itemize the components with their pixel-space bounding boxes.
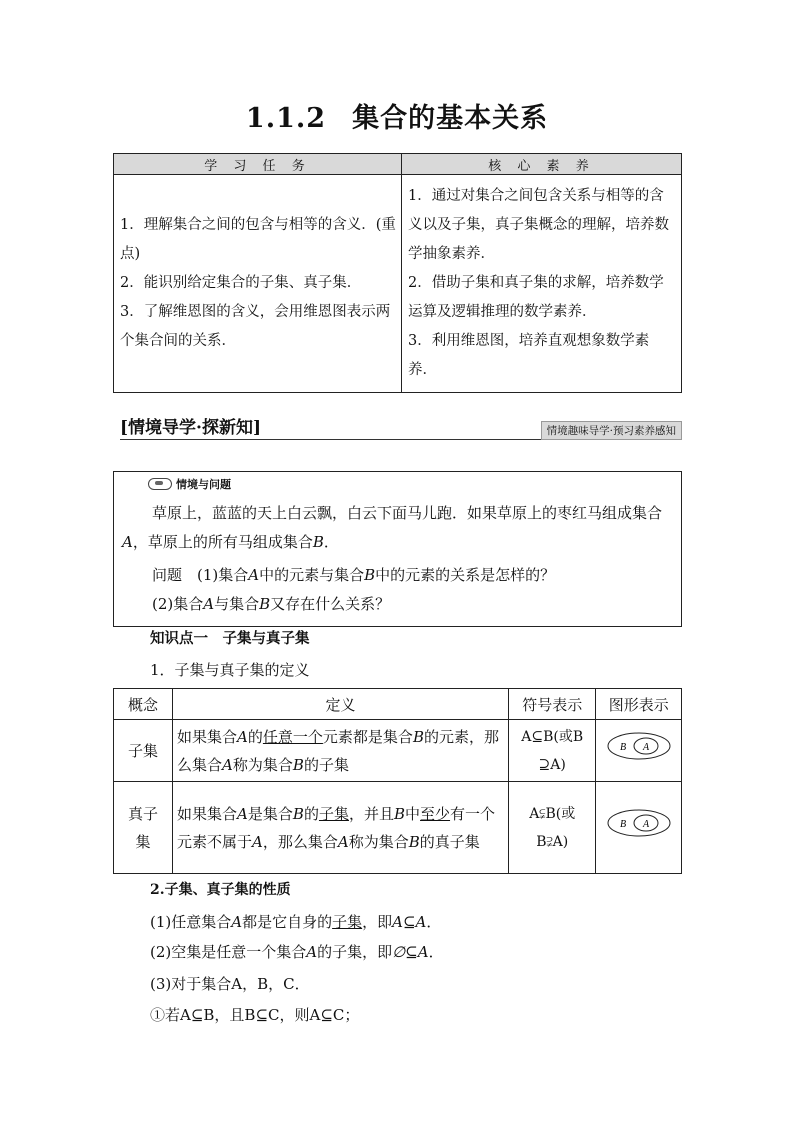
subset-definition: 如果集合A的任意一个元素都是集合B的元素，那么集合A称为集合B的子集	[173, 720, 509, 782]
proper-subset-symbol: A⫋B(或 B⫌A)	[508, 782, 596, 874]
knowledge-point-title: 知识点一 子集与真子集	[150, 630, 310, 647]
literacy-item: 1．通过对集合之间包含关系与相等的含义以及子集，真子集概念的理解，培养数学抽象素养．	[408, 188, 669, 262]
proper-subset-venn-diagram	[596, 782, 682, 874]
literacy-item: 2．借助子集和真子集的求解，培养数学运算及逻辑推理的数学素养．	[408, 275, 664, 320]
knowledge-point-subtitle: 1．子集与真子集的定义	[150, 661, 310, 679]
definition-table	[113, 688, 682, 874]
goals-header-literacy: 核 心 素 养	[402, 154, 682, 175]
def-header-concept: 概念	[114, 689, 173, 720]
goals-header-tasks: 学 习 任 务	[114, 154, 402, 175]
section-number: 1.1.2	[245, 103, 327, 134]
literacy-item: 3．利用维恩图，培养直观想象数学素养．	[408, 333, 650, 378]
subset-concept: 子集	[114, 720, 173, 782]
proper-subset-definition: 如果集合A是集合B的子集，并且B中至少有一个元素不属于A，那么集合A称为集合B的真子集	[173, 782, 509, 874]
task-item: 2．能识别给定集合的子集、真子集．	[120, 275, 362, 291]
subset-venn-diagram	[596, 720, 682, 782]
def-header-definition: 定义	[173, 689, 509, 720]
goals-literacy-cell	[402, 175, 682, 393]
section-heading-title: [情境导学·探新知]	[120, 418, 262, 438]
properties-title: 2.子集、真子集的性质	[150, 882, 291, 898]
property-3-item-1: ①若A⊆B，且B⊆C，则A⊆C；	[150, 1006, 360, 1024]
task-item: 3．了解维恩图的含义，会用维恩图表示两个集合间的关系．	[120, 304, 391, 349]
subset-symbol: A⊆B(或B ⊇A)	[508, 720, 596, 782]
scenario-question-2: (2)集合A与集合B又存在什么关系？	[152, 595, 391, 613]
scenario-label	[148, 476, 231, 492]
scenario-question-1: 问题 (1)集合A中的元素与集合B中的元素的关系是怎样的？	[152, 566, 556, 584]
property-3: (3)对于集合A，B，C．	[150, 975, 310, 993]
venn-label-inner: A	[642, 742, 649, 753]
task-item: 1．理解集合之间的包含与相等的含义．(重点)	[120, 217, 396, 262]
property-2: (2)空集是任意一个集合A的子集，即∅⊆A．	[150, 943, 444, 961]
def-header-symbol: 符号表示	[508, 689, 596, 720]
scenario-paragraph: 草原上，蓝蓝的天上白云飘，白云下面马儿跑．如果草原上的枣红马组成集合A，草原上的所有马组成集合B．	[122, 504, 663, 551]
venn-diagram-icon	[606, 731, 672, 761]
venn-label-outer: B	[619, 819, 626, 830]
goals-table	[113, 153, 682, 393]
venn-diagram-icon	[606, 808, 672, 838]
venn-label-outer: B	[619, 742, 626, 753]
section-heading	[120, 413, 682, 440]
page-title	[0, 96, 794, 135]
venn-label-inner: A	[642, 819, 649, 830]
scenario-box	[113, 471, 682, 627]
proper-subset-concept: 真子 集	[114, 782, 173, 874]
section-title: 集合的基本关系	[352, 103, 549, 134]
def-header-figure: 图形表示	[596, 689, 682, 720]
goals-tasks-cell	[114, 175, 402, 393]
section-heading-tag: 情境趣味导学·预习素养感知	[541, 421, 682, 440]
property-1: (1)任意集合A都是它自身的子集，即A⊆A．	[150, 913, 442, 931]
scenario-label-text: 情境与问题	[176, 478, 231, 491]
scenario-icon	[148, 478, 172, 490]
